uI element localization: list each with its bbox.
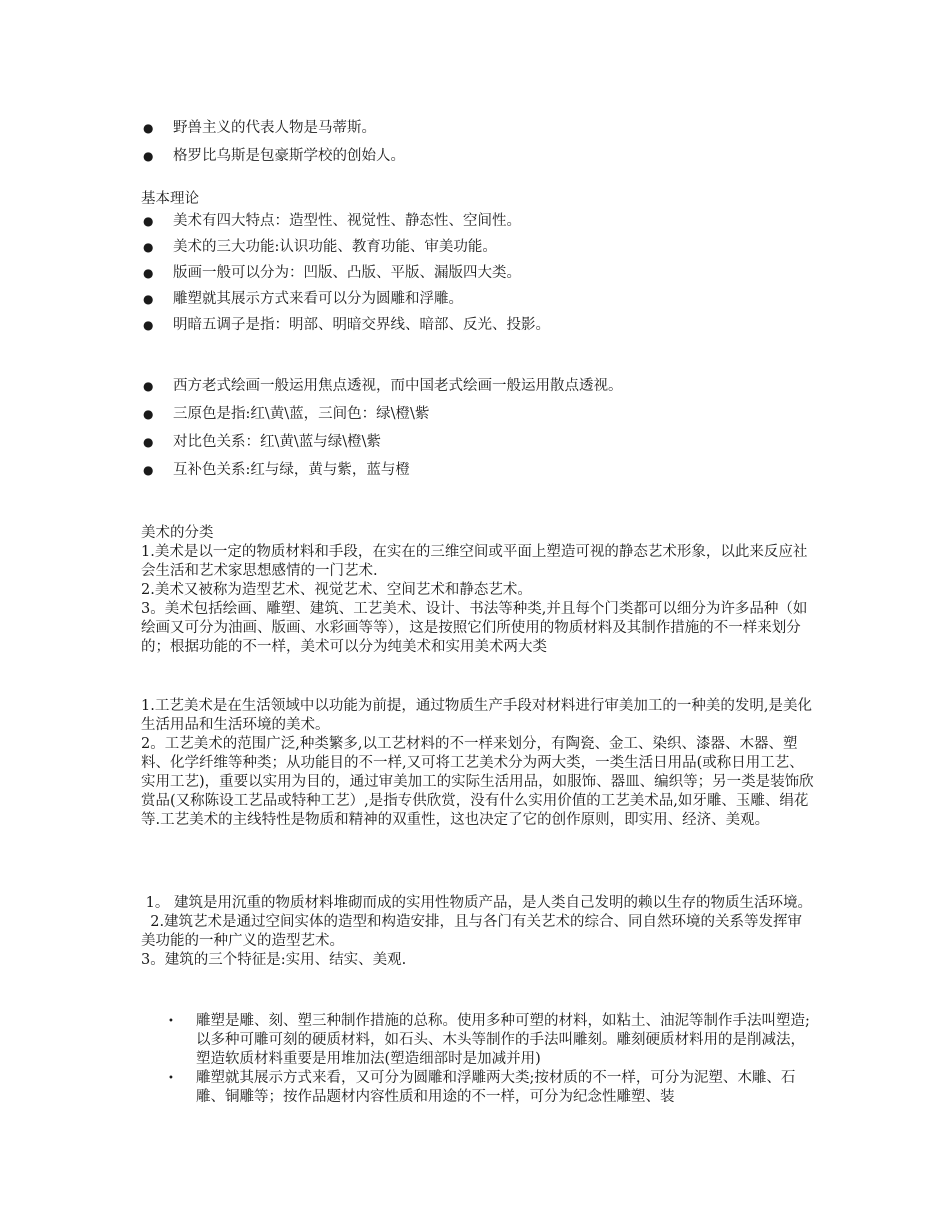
list-item: [141, 316, 816, 335]
paragraph: 1.工艺美术是在生活领域中以功能为前提，通过物质生产手段对材料进行审美加工的一种美的发明,是美化生活用品和生活环境的美术。: [141, 698, 812, 733]
paragraph: 1。 建筑是用沉重的物质材料堆砌而成的实用性物质产品，是人类自己发明的赖以生存的物质生活环境。: [141, 895, 812, 911]
bullet-icon: •: [168, 1016, 174, 1027]
list-item: [166, 1069, 816, 1107]
section-heading: 基本理论: [141, 191, 199, 207]
list-item-text: 美术的三大功能:认识功能、教育功能、审美功能。: [173, 239, 497, 255]
list-item: [141, 377, 816, 396]
intro-bullet-list: [141, 119, 816, 175]
list-item: [141, 264, 816, 283]
list-item: [141, 119, 816, 138]
list-item-text: 雕塑是雕、刻、塑三种制作措施的总称。使用多种可塑的材料，如粘土、油泥等制作手法叫塑造;以多种可雕可刻的硬质材料，如石头、木头等制作的手法叫雕刻。雕刻硬质材料用的是削减法，塑造软质材料重要是用堆加法(塑造细部时是加减并用): [196, 1013, 810, 1067]
color-bullet-list: [141, 377, 816, 489]
bullet-icon: ●: [143, 292, 154, 306]
bullet-icon: ●: [143, 214, 154, 228]
section-heading: 美术的分类: [141, 525, 214, 541]
list-item-text: 美术有四大特点：造型性、视觉性、静态性、空间性。: [173, 213, 521, 229]
list-item-text: 明暗五调子是指：明部、明暗交界线、暗部、反光、投影。: [173, 317, 550, 333]
bullet-icon: ●: [143, 121, 154, 135]
bullet-icon: ●: [143, 463, 154, 477]
list-item-text: 西方老式绘画一般运用焦点透视，而中国老式绘画一般运用散点透视。: [173, 378, 623, 394]
list-item-text: 雕塑就其展示方式来看，又可分为圆雕和浮雕两大类;按材质的不一样，可分为泥塑、木雕、石雕、铜雕等；按作品题材内容性质和用途的不一样，可分为纪念性雕塑、装: [196, 1070, 796, 1105]
list-item-text: 版画一般可以分为：凹版、凸版、平版、漏版四大类。: [173, 265, 521, 281]
list-item-text: 野兽主义的代表人物是马蒂斯。: [173, 120, 376, 136]
sculpture-bullet-list: [166, 1012, 816, 1107]
list-item-text: 格罗比乌斯是包豪斯学校的创始人。: [173, 148, 405, 164]
bullet-icon: ●: [143, 435, 154, 449]
list-item: [166, 1012, 816, 1069]
paragraph: 1.美术是以一定的物质材料和手段，在实在的三维空间或平面上塑造可视的静态艺术形象，以此来反应社会生活和艺术家思想感情的一门艺术.: [141, 544, 808, 579]
architecture-section: [141, 894, 816, 970]
bullet-icon: ●: [143, 266, 154, 280]
bullet-icon: ●: [143, 149, 154, 163]
paragraph: 2。工艺美术的范围广泛,种类繁多,以工艺材料的不一样来划分，有陶瓷、金工、染织、漆器、木器、塑料、化学纤维等种类；从功能目的不一样,又可将工艺美术分为两大类，一类生活日用品(或称日用工艺、实用工艺)，重要以实用为目的，通过审美加工的实际生活用品，如服饰、器皿、编织等；另一类是装饰欣赏品(又称陈设工艺品或特种工艺）,是指专供欣赏，没有什么实用价值的工艺美术品,如牙雕、玉雕、绢花等.工艺美术的主线特性是物质和精神的双重性，这也决定了它的创作原则，即实用、经济、美观。: [141, 736, 814, 828]
paragraph: 3。建筑的三个特征是:实用、结实、美观.: [141, 952, 407, 968]
bullet-icon: •: [168, 1073, 174, 1084]
list-item-text: 互补色关系:红与绿，黄与紫，蓝与橙: [173, 462, 410, 478]
bullet-icon: ●: [143, 407, 154, 421]
bullet-icon: ●: [143, 240, 154, 254]
list-item: [141, 147, 816, 166]
basic-theory-list: [141, 212, 816, 335]
list-item: [141, 405, 816, 424]
list-item: [141, 212, 816, 231]
list-item: [141, 290, 816, 309]
bullet-icon: ●: [143, 379, 154, 393]
paragraph: 3。美术包括绘画、雕塑、建筑、工艺美术、设计、书法等种类,并且每个门类都可以细分为许多品种（如绘画又可分为油画、版画、水彩画等等），这是按照它们所使用的物质材料及其制作措施的不一样来划分的；根据功能的不一样，美术可以分为纯美术和实用美术两大类: [141, 601, 808, 655]
paragraph: 2.建筑艺术是通过空间实体的造型和构造安排，且与各门有关艺术的综合、同自然环境的关系等发挥审美功能的一种广义的造型艺术。: [141, 914, 803, 949]
list-item-text: 对比色关系：红\黄\蓝与绿\橙\紫: [173, 434, 382, 450]
basic-theory-section: [141, 190, 816, 342]
list-item-text: 雕塑就其展示方式来看可以分为圆雕和浮雕。: [173, 291, 463, 307]
classification-section: [141, 524, 816, 657]
bullet-icon: ●: [143, 318, 154, 332]
list-item: [141, 461, 816, 480]
crafts-section: [141, 697, 816, 830]
list-item: [141, 433, 816, 452]
list-item: [141, 238, 816, 257]
paragraph: 2.美术又被称为造型艺术、视觉艺术、空间艺术和静态艺术。: [141, 582, 532, 598]
list-item-text: 三原色是指:红\黄\蓝，三间色：绿\橙\紫: [173, 406, 430, 422]
